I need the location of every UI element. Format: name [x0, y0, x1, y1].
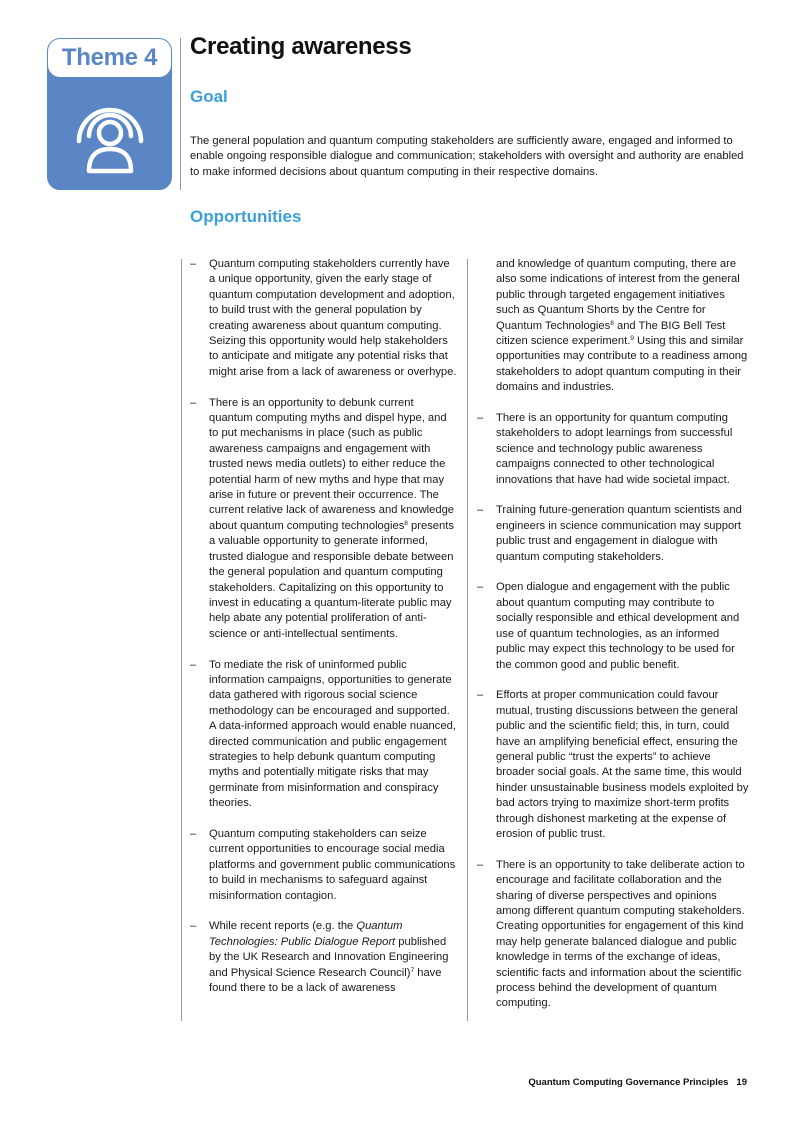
- footer-title: Quantum Computing Governance Principles: [528, 1077, 729, 1088]
- list-item-text: There is an opportunity for quantum computing stakeholders to adopt learnings from successful science and technology public awareness campaigns connected to other technological innovations that have had wide societal impact.: [496, 412, 733, 486]
- list-item: [190, 919, 458, 996]
- bullet-dash: –: [477, 858, 484, 871]
- list-item-text: There is an opportunity to take deliberate action to encourage and facilitate collaboration and the sharing of diverse perspectives and opinions among different quantum computing stakeholders. Creating opportunities for engagement of this kind may help generate balanced dialogue and public knowledge in terms of the exchange of ideas, scientific facts and information about the scientific process behind the development of quantum computing.: [496, 858, 745, 1010]
- list-item-text: Quantum computing stakeholders can seize current opportunities to encourage social media platforms and government public communications to build in mechanisms to safeguard against misinformation contagion.: [209, 827, 456, 902]
- list-item: [190, 658, 458, 812]
- list-item: [477, 688, 749, 842]
- list-item: [477, 411, 749, 488]
- list-item: [477, 503, 749, 565]
- list-item: [190, 396, 458, 643]
- bullet-dash: –: [190, 396, 197, 409]
- bullet-dash: –: [477, 504, 484, 517]
- bullet-dash: –: [477, 412, 484, 425]
- list-item: [477, 858, 749, 1012]
- header-divider: [180, 38, 181, 190]
- footnote-ref: 9: [630, 335, 634, 343]
- bullet-dash: –: [190, 920, 197, 933]
- bullet-dash: –: [190, 258, 197, 270]
- column-divider: [467, 259, 468, 1021]
- list-item-text: There is an opportunity to debunk current quantum computing myths and dispel hype, and to put mechanisms in place (such as public awareness campaigns and engagement with trusted news media outlets) to either reduce the potential harm of new myths and hype that may arise in future or prevent their occurrence. The current relative lack of awareness and knowledge about quantum computing technologies$^8$ presents a valuable opportunity to generate informed, trusted dialogue and responsible debate between the general population and quantum computing stakeholders. Capitalizing on this opportunity to invest in educating a quantum-literate public may help abate any potential proliferation of anti-science or anti-intellectual sentiments.: [209, 396, 455, 640]
- list-item-text: To mediate the risk of uninformed public information campaigns, opportunities to generate data gathered with rigorous social science methodology can be encouraged and supported. A data-informed approach would enable nuanced, directed communication and public engagement strategies to help debunk quantum computing myths and potentially mitigate risks that may germinate from misinformation and conspiracy theories.: [209, 658, 456, 810]
- footnote-ref: 8: [404, 519, 408, 527]
- person-broadcast-icon: [48, 91, 171, 181]
- opportunities-left-column: [190, 257, 458, 1012]
- list-item-text: While recent reports (e.g. the Quantum Technologies: Public Dialogue Report published by the UK Research and Innovation Engineering and Physical Science Research Council)$^7$ have found there to be a lack of awareness: [209, 920, 449, 995]
- bullet-dash: –: [477, 689, 484, 702]
- theme-badge: [47, 38, 172, 190]
- opportunities-heading: Opportunities: [190, 207, 302, 226]
- goal-heading: Goal: [190, 87, 228, 106]
- page-number: 19: [736, 1077, 747, 1088]
- list-item: [190, 257, 458, 380]
- list-item-continuation: and knowledge of quantum computing, there are also some indications of interest from the general public through targeted engagement initiatives such as Quantum Shorts by the Centre for Quantum Technologies$^8$ and The BIG Bell Test citizen science experiment.$^9$ Using this and similar opportunities may contribute to a readiness among stakeholders to adopt quantum computing in their domains and industries.: [496, 258, 748, 394]
- list-item-text: Open dialogue and engagement with the public about quantum computing may contribute to socially responsible and ethical development and use of quantum technologies, as an informed public may expect this technology to be used for the common good and public benefit.: [496, 581, 740, 671]
- footnote-ref: 7: [410, 966, 415, 974]
- bullet-dash: –: [190, 658, 197, 671]
- list-item-text: Training future-generation quantum scientists and engineers in science communication may support public trust and engagement in dialogue with quantum computing stakeholders.: [496, 504, 742, 563]
- list-item: [190, 827, 458, 904]
- footnote-ref: 8: [610, 319, 614, 327]
- page-title: Creating awareness: [190, 33, 412, 60]
- theme-label: Theme 4: [61, 44, 158, 71]
- bullet-dash: –: [477, 581, 484, 594]
- left-column-rule: [181, 259, 182, 1021]
- list-item-text: Efforts at proper communication could favour mutual, trusting discussions between the general public and the scientific field; this, in turn, could have an amplifying beneficial effect, ensuring the general public “trust the experts” to achieve broader social goals. At the same time, this would hinder unsustainable business models exploited by bad actors trying to maximize short-term profits through dishonest marketing at the expense of erosion of public trust.: [496, 689, 749, 840]
- list-item: [477, 580, 749, 672]
- list-item-text: Quantum computing stakeholders currently have a unique opportunity, given the early stage of quantum computation development and adoption, to build trust with the general population by creating awareness about quantum computing. Seizing this opportunity would help stakeholders to anticipate and mitigate any potential risks that might arise from a lack of awareness or overhype.: [209, 258, 457, 378]
- goal-text: The general population and quantum computing stakeholders are sufficiently aware, engaged and informed to enable ongoing responsible dialogue and communication; stakeholders with oversight and authority are enabled to make informed decisions about quantum computing in their respective domains.: [190, 135, 744, 178]
- bullet-dash: –: [190, 827, 197, 840]
- page-footer: [528, 1077, 747, 1088]
- opportunities-right-column: [477, 257, 749, 1027]
- report-title: Quantum Technologies: Public Dialogue Report: [209, 920, 403, 948]
- theme-badge-header: [48, 39, 171, 77]
